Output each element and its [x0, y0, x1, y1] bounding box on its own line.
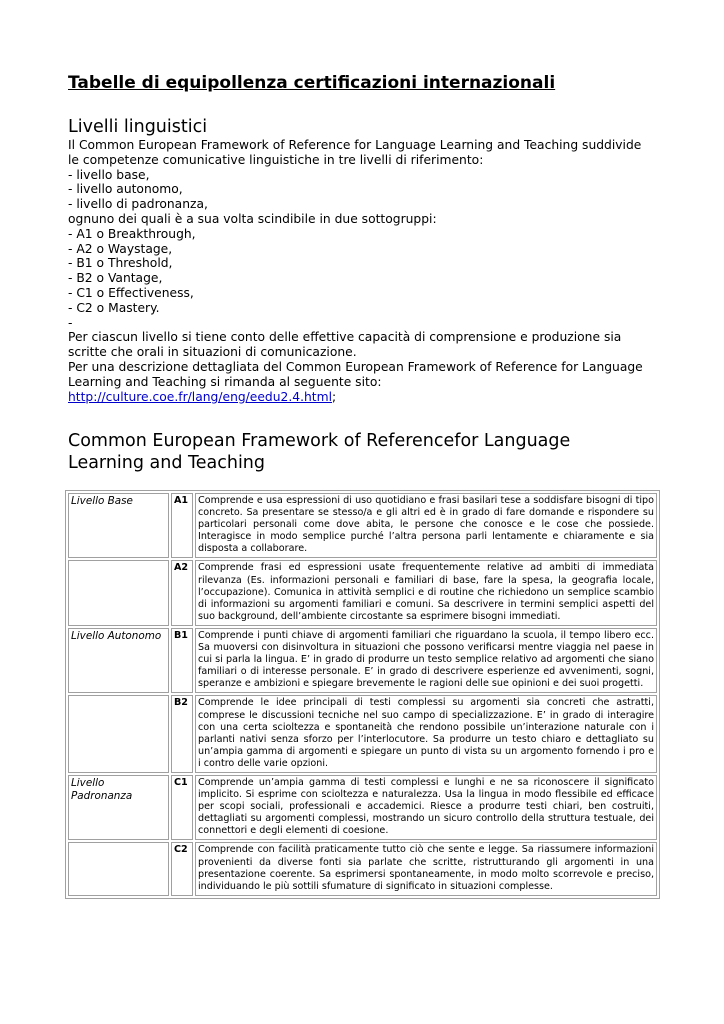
- framework-heading-line2: Learning and Teaching: [68, 453, 266, 474]
- table-row: [68, 695, 657, 773]
- table-row: [68, 775, 657, 840]
- body-line: ognuno dei quali è a sua volta scindibile in due sottogruppi:: [68, 211, 437, 226]
- body-line: Il Common European Framework of Reference for Language Learning and Teaching suddivide: [68, 138, 642, 152]
- code-cell: A1: [171, 493, 193, 558]
- table-row: [68, 628, 657, 693]
- link-suffix: ;: [332, 389, 337, 404]
- level-cell: [68, 695, 169, 773]
- body-line: - B2 o Vantage,: [68, 271, 163, 286]
- body-line: - C1 o Effectiveness,: [68, 285, 194, 300]
- code-cell: B2: [171, 695, 193, 773]
- body-line: - A1 o Breakthrough,: [68, 226, 196, 241]
- body-line: Learning and Teaching si rimanda al seguente sito:: [68, 374, 382, 389]
- body-line: - livello di padronanza,: [68, 197, 208, 212]
- description-cell: Comprende frasi ed espressioni usate frequentemente relative ad ambiti di immediata rilevanza (Es. informazioni personali e familiari di base, fare la spesa, la geografia locale, l’occupazione). Comunica in attività semplici e di routine che richiedono un semplice scambio di informazioni su argomenti familiari e comuni. Sa descrivere in termini semplici aspetti del suo background, dell’ambiente circostante sa esprimere bisogni immediati.: [195, 560, 657, 625]
- body-line: -: [68, 315, 73, 330]
- description-cell: Comprende con facilità praticamente tutto ciò che sente e legge. Sa riassumere informazioni provenienti da diverse fonti sia parlate che scritte, ristrutturando gli argomenti in una presentazione coerente. Sa esprimersi spontaneamente, in modo molto scorrevole e preciso, individuando le più sottili sfumature di significato in situazioni complesse.: [195, 842, 657, 895]
- level-cell: [68, 560, 169, 625]
- code-cell: C2: [171, 842, 193, 895]
- body-line: scritte che orali in situazioni di comunicazione.: [68, 345, 357, 360]
- cefr-table: [65, 490, 660, 899]
- document-title: Tabelle di equipollenza certificazioni internazionali: [68, 73, 556, 93]
- framework-heading-line1: Common European Framework of Referencefor Language: [68, 431, 571, 452]
- body-line: - livello base,: [68, 167, 150, 182]
- body-text: [68, 138, 660, 404]
- link-line: [68, 390, 660, 405]
- code-cell: B1: [171, 628, 193, 693]
- body-line: le competenze comunicative linguistiche in tre livelli di riferimento:: [68, 152, 484, 167]
- table-row: [68, 493, 657, 558]
- body-line: - A2 o Waystage,: [68, 241, 173, 256]
- body-line: - C2 o Mastery.: [68, 300, 160, 315]
- body-line: Per una descrizione dettagliata del Common European Framework of Reference for Language: [68, 359, 643, 374]
- description-cell: Comprende un’ampia gamma di testi complessi e lunghi e ne sa riconoscere il significato implicito. Si esprime con scioltezza e naturalezza. Usa la lingua in modo flessibile ed efficace per scopi sociali, professionali e accademici. Riesce a produrre testi chiari, ben costruiti, dettagliati su argomenti complessi, mostrando un sicuro controllo della struttura testuale, dei connettori e degli elementi di coesione.: [195, 775, 657, 840]
- description-cell: Comprende e usa espressioni di uso quotidiano e frasi basilari tese a soddisfare bisogni di tipo concreto. Sa presentare se stesso/a e gli altri ed è in grado di fare domande e rispondere su particolari personali come dove abita, le persone che conosce e le cose che possiede. Interagisce in modo semplice purché l’altra persona parli lentamente e chiaramente e sia disposta a collaborare.: [195, 493, 657, 558]
- description-cell: Comprende le idee principali di testi complessi su argomenti sia concreti che astratti, comprese le discussioni tecniche nel suo campo di specializzazione. E’ in grado di interagire con una certa scioltezza e spontaneità che rendono possibile un’interazione naturale con i parlanti nativi senza sforzo per l’interlocutore. Sa produrre un testo chiaro e dettagliato su un’ampia gamma di argomenti e spiegare un punto di vista su un argomento fornendo i pro e i contro delle varie opzioni.: [195, 695, 657, 773]
- description-cell: Comprende i punti chiave di argomenti familiari che riguardano la scuola, il tempo libero ecc. Sa muoversi con disinvoltura in situazioni che possono verificarsi mentre viaggia nel paese in cui si parla la lingua. E’ in grado di produrre un testo semplice relativo ad argomenti che siano familiari o di interesse personale. E’ in grado di descrivere esperienze ed avvenimenti, sogni, speranze e ambizioni e spiegare brevemente le ragioni delle sue opinioni e dei suoi progetti.: [195, 628, 657, 693]
- level-cell: Livello Padronanza: [68, 775, 169, 840]
- body-line: - B1 o Threshold,: [68, 256, 173, 271]
- level-cell: Livello Autonomo: [68, 628, 169, 693]
- body-line: - livello autonomo,: [68, 182, 183, 197]
- table-row: [68, 560, 657, 625]
- document-page: [68, 72, 660, 474]
- framework-heading: [68, 430, 660, 474]
- level-cell: [68, 842, 169, 895]
- code-cell: C1: [171, 775, 193, 840]
- body-line: Per ciascun livello si tiene conto delle effettive capacità di comprensione e produzione sia: [68, 330, 622, 345]
- code-cell: A2: [171, 560, 193, 625]
- table-row: [68, 842, 657, 895]
- level-cell: Livello Base: [68, 493, 169, 558]
- coe-link[interactable]: http://culture.coe.fr/lang/eng/eedu2.4.html: [68, 389, 333, 404]
- section-heading: Livelli linguistici: [68, 117, 208, 137]
